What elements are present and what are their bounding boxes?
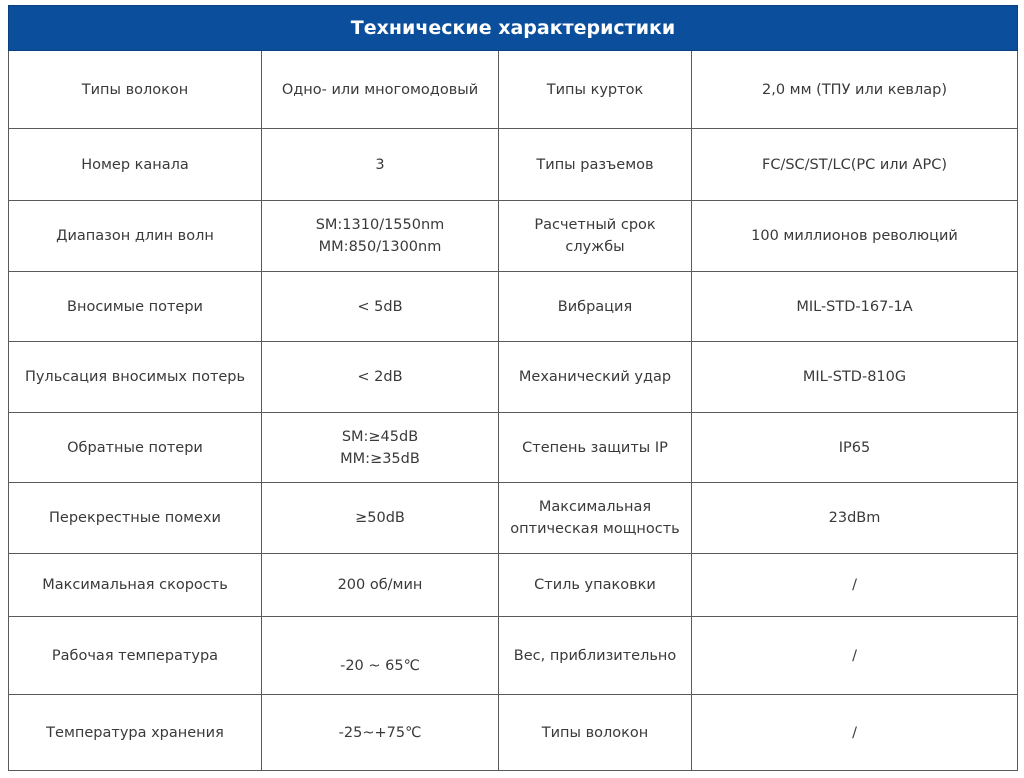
table-row <box>9 272 1018 342</box>
spec-value <box>692 483 1018 554</box>
spec-value <box>262 695 499 771</box>
cell-text: MM:≥35dB <box>340 450 420 467</box>
cell-text: / <box>852 577 857 593</box>
cell-text: Перекрестные помехи <box>49 510 221 526</box>
spec-label <box>9 554 262 617</box>
spec-table-container <box>8 5 1017 771</box>
cell-text: Пульсация вносимых потерь <box>24 369 246 385</box>
cell-text: Одно- или многомодовый <box>281 81 479 98</box>
spec-label <box>499 201 692 272</box>
spec-value <box>692 695 1018 771</box>
spec-value <box>262 129 499 201</box>
cell-text: Расчетный срок службы <box>534 217 656 255</box>
spec-value <box>692 201 1018 272</box>
cell-text: Температура хранения <box>46 724 224 741</box>
spec-value <box>692 342 1018 413</box>
spec-value <box>262 342 499 413</box>
cell-text: 200 об/мин <box>337 577 423 593</box>
cell-text: Вносимые потери <box>67 298 203 315</box>
table-row <box>9 617 1018 695</box>
spec-label <box>9 272 262 342</box>
spec-label <box>499 617 692 695</box>
cell-text: IP65 <box>838 439 871 456</box>
cell-text: 2,0 мм (ТПУ или кевлар) <box>762 81 947 98</box>
cell-text: -20 ~ 65℃ <box>340 657 420 674</box>
spec-label <box>499 695 692 771</box>
cell-text: Максимальная <box>538 499 652 515</box>
cell-text: 100 миллионов революций <box>751 228 958 244</box>
cell-text: Вес, приблизительно <box>513 647 677 664</box>
cell-text: Номер канала <box>81 156 189 173</box>
spec-value <box>692 51 1018 129</box>
spec-value <box>692 129 1018 201</box>
table-row <box>9 201 1018 272</box>
cell-text: MIL-STD-810G <box>802 369 907 385</box>
table-header-row <box>9 6 1018 51</box>
cell-text: / <box>852 724 857 741</box>
table-row <box>9 129 1018 201</box>
table-title: Технические характеристики <box>9 6 1018 51</box>
cell-text: MM:850/1300nm <box>318 239 442 255</box>
cell-text: Типы курток <box>546 81 644 98</box>
spec-label <box>499 272 692 342</box>
spec-table-body <box>9 51 1018 771</box>
spec-label <box>9 695 262 771</box>
cell-text: MIL-STD-167-1A <box>796 298 913 315</box>
cell-text: 23dBm <box>828 510 881 526</box>
spec-label <box>9 483 262 554</box>
cell-text: < 5dB <box>357 298 403 315</box>
table-row <box>9 51 1018 129</box>
spec-value <box>262 201 499 272</box>
spec-value <box>692 413 1018 483</box>
spec-value <box>262 51 499 129</box>
cell-text: ≥50dB <box>355 510 405 526</box>
cell-text: Типы разъемов <box>536 156 654 173</box>
spec-label <box>499 483 692 554</box>
cell-text: Максимальная скорость <box>42 577 228 593</box>
spec-value <box>262 413 499 483</box>
spec-label <box>499 51 692 129</box>
cell-text: 3 <box>375 156 385 173</box>
cell-text: Диапазон длин волн <box>56 228 214 244</box>
cell-text: / <box>852 647 857 664</box>
cell-text: Механический удар <box>518 369 672 385</box>
cell-text: FC/SC/ST/LC(PC или APC) <box>761 156 948 173</box>
spec-label <box>9 617 262 695</box>
table-row <box>9 342 1018 413</box>
cell-text: оптическая мощность <box>510 521 680 537</box>
spec-label <box>9 342 262 413</box>
cell-text: Стиль упаковки <box>534 577 656 593</box>
spec-value <box>692 554 1018 617</box>
spec-table <box>8 5 1018 771</box>
spec-label <box>9 201 262 272</box>
spec-value <box>692 617 1018 695</box>
spec-label <box>9 51 262 129</box>
spec-value <box>692 272 1018 342</box>
spec-value <box>262 272 499 342</box>
table-row <box>9 483 1018 554</box>
spec-label <box>9 413 262 483</box>
cell-text: < 2dB <box>357 369 403 385</box>
cell-text: Обратные потери <box>67 439 203 456</box>
table-row <box>9 695 1018 771</box>
spec-label <box>499 342 692 413</box>
table-row <box>9 554 1018 617</box>
cell-text: SM:1310/1550nm <box>315 217 445 233</box>
spec-label <box>499 129 692 201</box>
cell-text: Типы волокон <box>541 724 649 741</box>
cell-text: -25~+75℃ <box>338 724 422 741</box>
spec-label <box>9 129 262 201</box>
spec-value <box>262 554 499 617</box>
cell-text: Степень защиты IP <box>522 439 668 456</box>
spec-value <box>262 483 499 554</box>
spec-label <box>499 554 692 617</box>
spec-label <box>499 413 692 483</box>
cell-text: SM:≥45dB <box>341 428 419 445</box>
cell-text: Вибрация <box>557 298 633 315</box>
cell-text: Рабочая температура <box>51 647 219 664</box>
cell-text: Типы волокон <box>81 81 189 98</box>
table-row <box>9 413 1018 483</box>
spec-value <box>262 617 499 695</box>
